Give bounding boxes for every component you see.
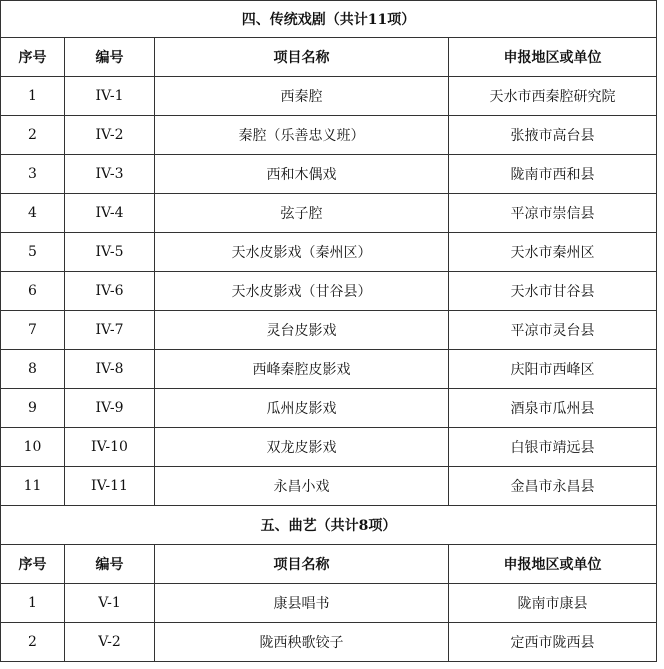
cell-serial: 6 xyxy=(1,272,65,311)
cell-project-name: 康县唱书 xyxy=(155,584,449,623)
cell-code: IV-7 xyxy=(65,311,155,350)
table-row xyxy=(1,467,657,506)
header-unit: 申报地区或单位 xyxy=(449,38,657,77)
cell-serial: 7 xyxy=(1,311,65,350)
header-project-name: 项目名称 xyxy=(155,38,449,77)
cell-project-name: 西秦腔 xyxy=(155,77,449,116)
table-row xyxy=(1,272,657,311)
cell-code: IV-3 xyxy=(65,155,155,194)
section-title: 四、传统戏剧（共计11项） xyxy=(1,1,657,38)
table-row xyxy=(1,350,657,389)
cell-unit: 陇南市西和县 xyxy=(449,155,657,194)
cell-serial: 4 xyxy=(1,194,65,233)
cell-serial: 3 xyxy=(1,155,65,194)
cell-project-name: 瓜州皮影戏 xyxy=(155,389,449,428)
table-row xyxy=(1,389,657,428)
cell-unit: 定西市陇西县 xyxy=(449,623,657,662)
cell-code: IV-8 xyxy=(65,350,155,389)
cell-unit: 白银市靖远县 xyxy=(449,428,657,467)
cell-unit: 金昌市永昌县 xyxy=(449,467,657,506)
column-header-row xyxy=(1,38,657,77)
table-row xyxy=(1,116,657,155)
cell-code: IV-11 xyxy=(65,467,155,506)
table-row xyxy=(1,194,657,233)
cell-serial: 2 xyxy=(1,116,65,155)
cell-code: IV-4 xyxy=(65,194,155,233)
cell-serial: 5 xyxy=(1,233,65,272)
header-project-name: 项目名称 xyxy=(155,545,449,584)
cell-project-name: 秦腔（乐善忠义班） xyxy=(155,116,449,155)
cell-code: IV-9 xyxy=(65,389,155,428)
header-code: 编号 xyxy=(65,545,155,584)
cell-serial: 8 xyxy=(1,350,65,389)
cell-unit: 张掖市高台县 xyxy=(449,116,657,155)
cell-unit: 平凉市灵台县 xyxy=(449,311,657,350)
table-row xyxy=(1,584,657,623)
table-row xyxy=(1,77,657,116)
header-code: 编号 xyxy=(65,38,155,77)
cell-unit: 庆阳市西峰区 xyxy=(449,350,657,389)
cell-project-name: 陇西秧歌铰子 xyxy=(155,623,449,662)
cell-serial: 1 xyxy=(1,584,65,623)
cell-code: V-2 xyxy=(65,623,155,662)
table-row xyxy=(1,311,657,350)
table-row xyxy=(1,428,657,467)
cell-serial: 2 xyxy=(1,623,65,662)
header-serial: 序号 xyxy=(1,545,65,584)
cell-project-name: 天水皮影戏（秦州区） xyxy=(155,233,449,272)
column-header-row xyxy=(1,545,657,584)
cell-code: IV-2 xyxy=(65,116,155,155)
cell-unit: 平凉市崇信县 xyxy=(449,194,657,233)
cell-code: IV-1 xyxy=(65,77,155,116)
table-body xyxy=(1,1,657,662)
cell-unit: 陇南市康县 xyxy=(449,584,657,623)
header-serial: 序号 xyxy=(1,38,65,77)
table-row xyxy=(1,233,657,272)
cell-serial: 11 xyxy=(1,467,65,506)
section-title-row xyxy=(1,1,657,38)
cell-serial: 10 xyxy=(1,428,65,467)
cell-unit: 天水市甘谷县 xyxy=(449,272,657,311)
cell-code: V-1 xyxy=(65,584,155,623)
cell-unit: 天水市西秦腔研究院 xyxy=(449,77,657,116)
cell-project-name: 永昌小戏 xyxy=(155,467,449,506)
cell-serial: 1 xyxy=(1,77,65,116)
cell-project-name: 双龙皮影戏 xyxy=(155,428,449,467)
section-title-row xyxy=(1,506,657,545)
header-unit: 申报地区或单位 xyxy=(449,545,657,584)
cell-code: IV-5 xyxy=(65,233,155,272)
cell-serial: 9 xyxy=(1,389,65,428)
cell-code: IV-6 xyxy=(65,272,155,311)
cell-project-name: 灵台皮影戏 xyxy=(155,311,449,350)
table-row xyxy=(1,155,657,194)
table-row xyxy=(1,623,657,662)
cell-project-name: 弦子腔 xyxy=(155,194,449,233)
cell-project-name: 西峰秦腔皮影戏 xyxy=(155,350,449,389)
cell-code: IV-10 xyxy=(65,428,155,467)
cell-unit: 酒泉市瓜州县 xyxy=(449,389,657,428)
cell-project-name: 西和木偶戏 xyxy=(155,155,449,194)
cell-unit: 天水市秦州区 xyxy=(449,233,657,272)
section-title: 五、曲艺（共计8项） xyxy=(1,506,657,545)
cell-project-name: 天水皮影戏（甘谷县） xyxy=(155,272,449,311)
